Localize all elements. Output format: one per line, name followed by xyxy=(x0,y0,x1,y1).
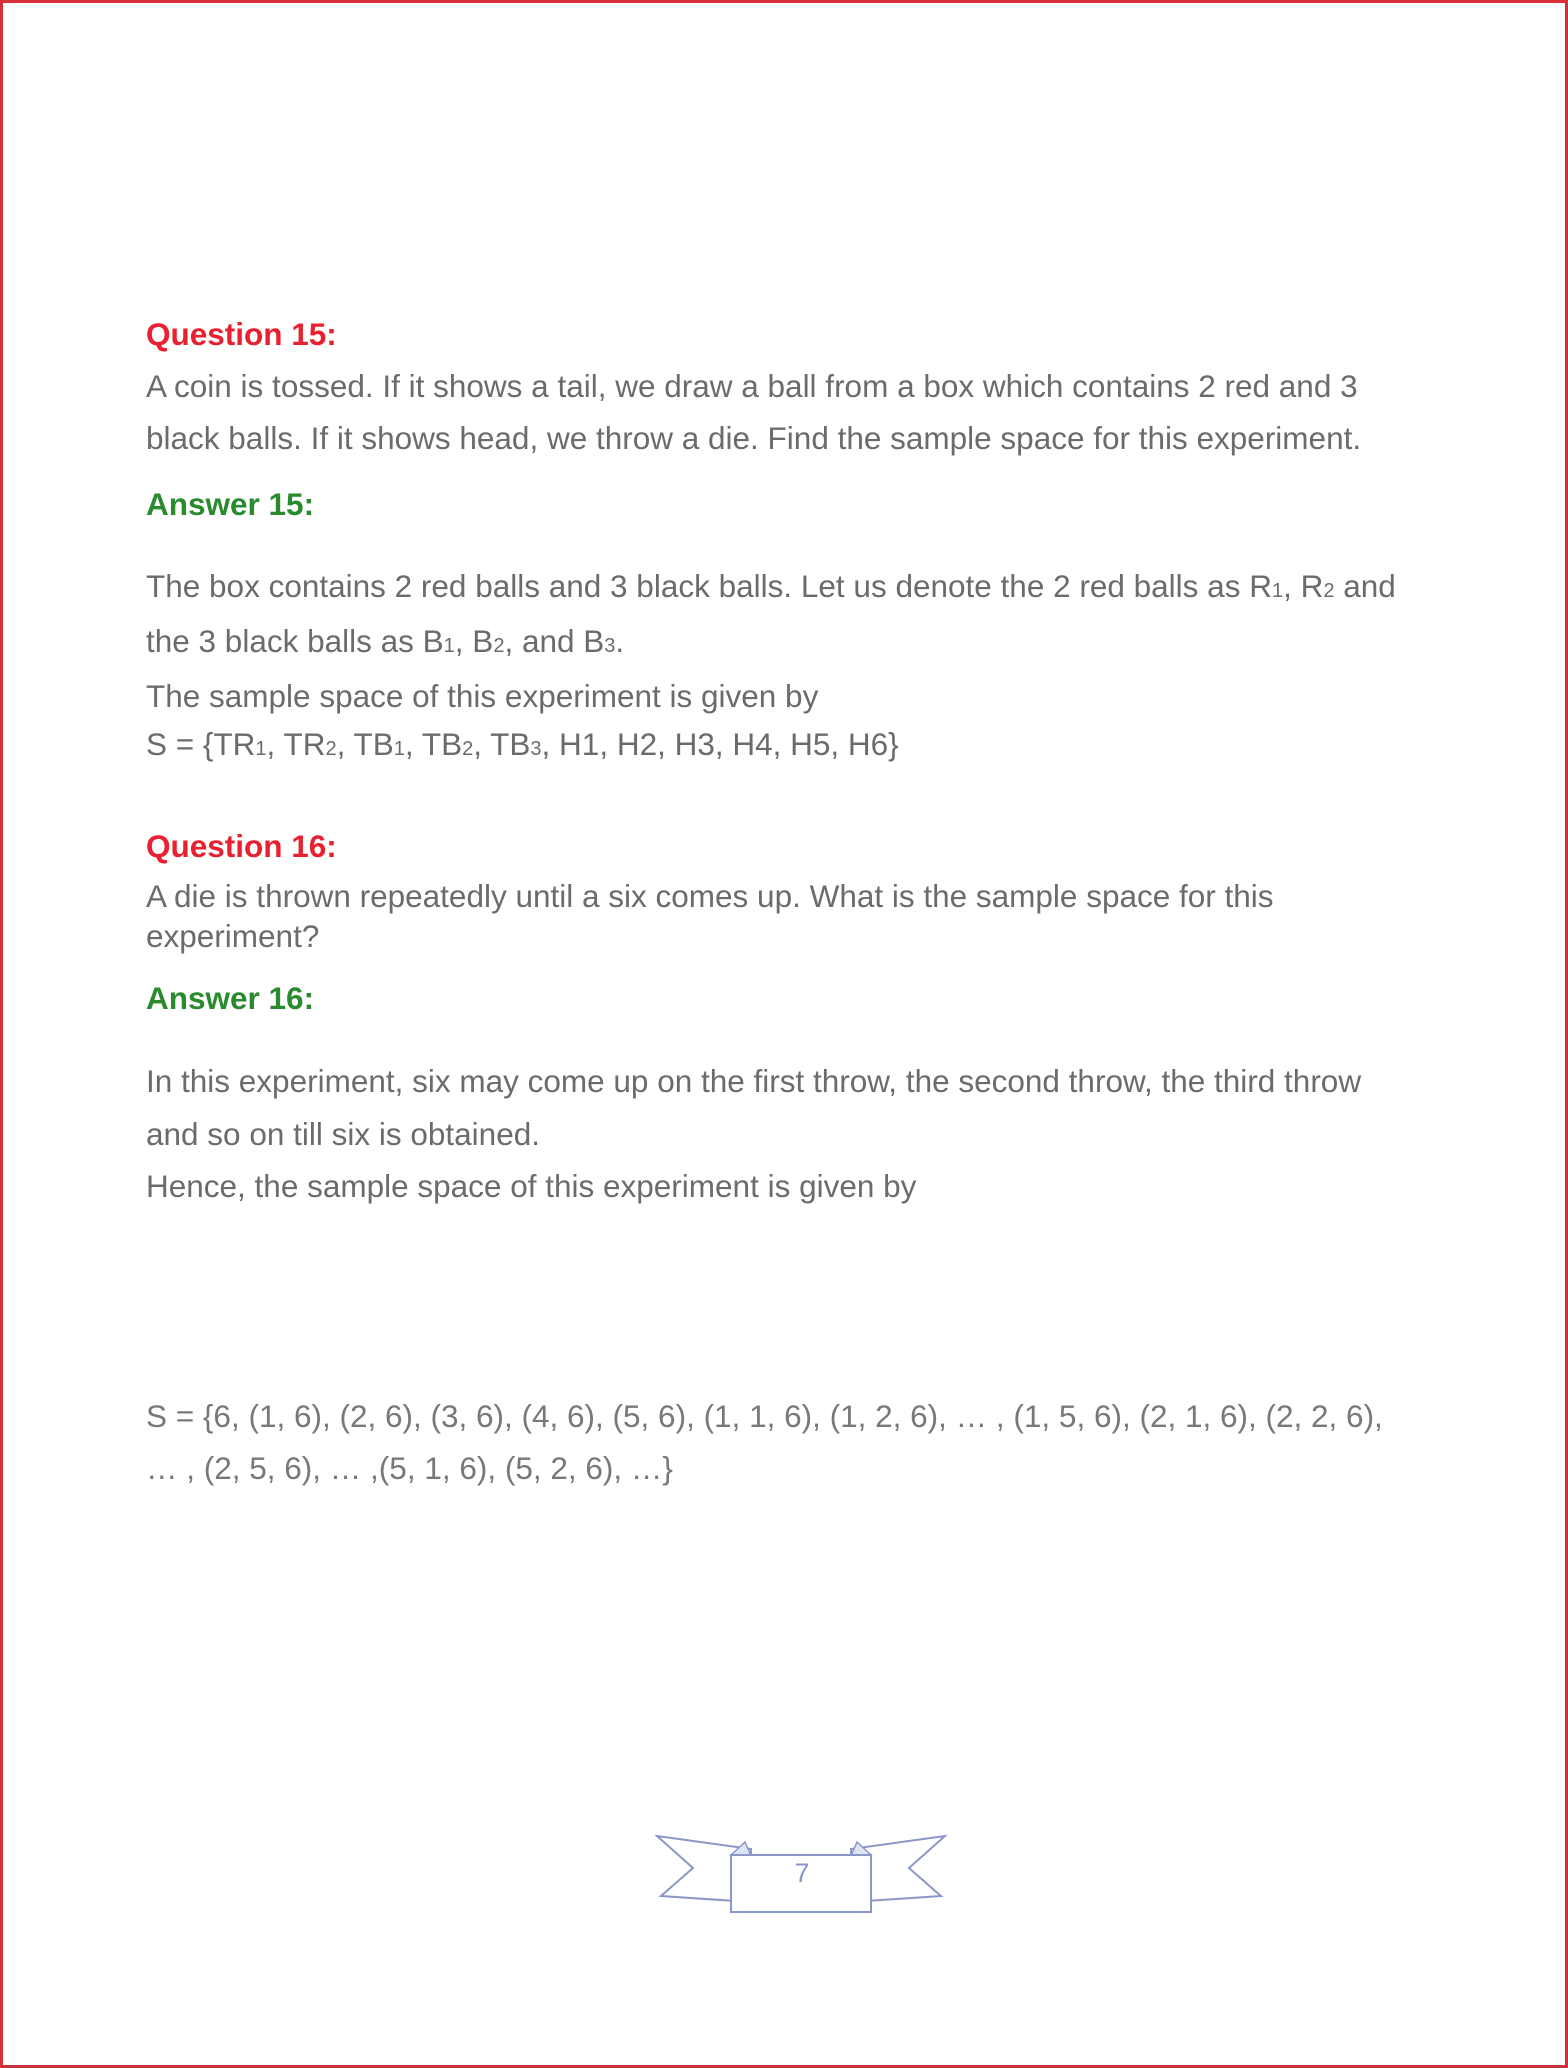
answer-16-line-1: In this experiment, six may come up on the first throw, the second throw, the third throw xyxy=(146,1063,1362,1099)
answer-15-heading: Answer 15: xyxy=(146,486,315,522)
question-15-text-line-2: black balls. If it shows head, we throw a die. Find the sample space for this experiment. xyxy=(146,420,1362,456)
answer-15-text: , and B xyxy=(504,623,605,659)
page-number: 7 xyxy=(794,1858,810,1888)
set-text: , TB xyxy=(473,726,531,762)
set-text: , TB xyxy=(336,726,394,762)
subscript: 1 xyxy=(393,738,405,760)
set-text: , H1, H2, H3, H4, H5, H6} xyxy=(541,726,899,762)
answer-15-text: , R xyxy=(1283,568,1324,604)
question-16-text-line-1: A die is thrown repeatedly until a six comes up. What is the sample space for this xyxy=(146,878,1274,914)
answer-15-text: and xyxy=(1334,568,1396,604)
answer-15-text: The box contains 2 red balls and 3 black balls. Let us denote the 2 red balls as R xyxy=(146,568,1272,604)
subscript: 3 xyxy=(604,635,616,657)
subscript: 2 xyxy=(462,738,474,760)
answer-15-text: . xyxy=(615,623,625,659)
subscript: 3 xyxy=(530,738,542,760)
subscript: 1 xyxy=(255,738,267,760)
answer-15-text: , B xyxy=(454,623,494,659)
set-text: , TB xyxy=(404,726,463,762)
answer-15-line-1 xyxy=(146,568,1396,604)
answer-15-line-3: The sample space of this experiment is given by xyxy=(146,678,819,714)
subscript: 1 xyxy=(443,635,455,657)
question-15-heading: Question 15: xyxy=(146,316,337,352)
answer-16-heading: Answer 16: xyxy=(146,980,315,1016)
set-text: , TR xyxy=(266,726,326,762)
subscript: 2 xyxy=(325,738,337,760)
answer-16-line-3: Hence, the sample space of this experiment is given by xyxy=(146,1168,917,1204)
question-16-heading: Question 16: xyxy=(146,828,337,864)
subscript: 2 xyxy=(493,635,505,657)
answer-16-sample-space-line-2: … , (2, 5, 6), … ,(5, 1, 6), (5, 2, 6), …} xyxy=(146,1450,673,1486)
question-16-text-line-2: experiment? xyxy=(146,918,320,954)
answer-15-sample-space xyxy=(146,726,899,762)
answer-15-line-2 xyxy=(146,623,625,659)
answer-16-line-2: and so on till six is obtained. xyxy=(146,1116,540,1152)
subscript: 1 xyxy=(1271,580,1284,602)
subscript: 2 xyxy=(1323,580,1335,602)
answer-16-sample-space-line-1: S = {6, (1, 6), (2, 6), (3, 6), (4, 6), (5, 6), (1, 1, 6), (1, 2, 6), … , (1, 5, 6), (2, 1, 6), (2, 2, 6), xyxy=(146,1398,1383,1434)
set-text: S = {TR xyxy=(146,726,256,762)
question-15-text-line-1: A coin is tossed. If it shows a tail, we draw a ball from a box which contains 2 red and 3 xyxy=(146,368,1358,404)
answer-15-text: the 3 black balls as B xyxy=(146,623,444,659)
